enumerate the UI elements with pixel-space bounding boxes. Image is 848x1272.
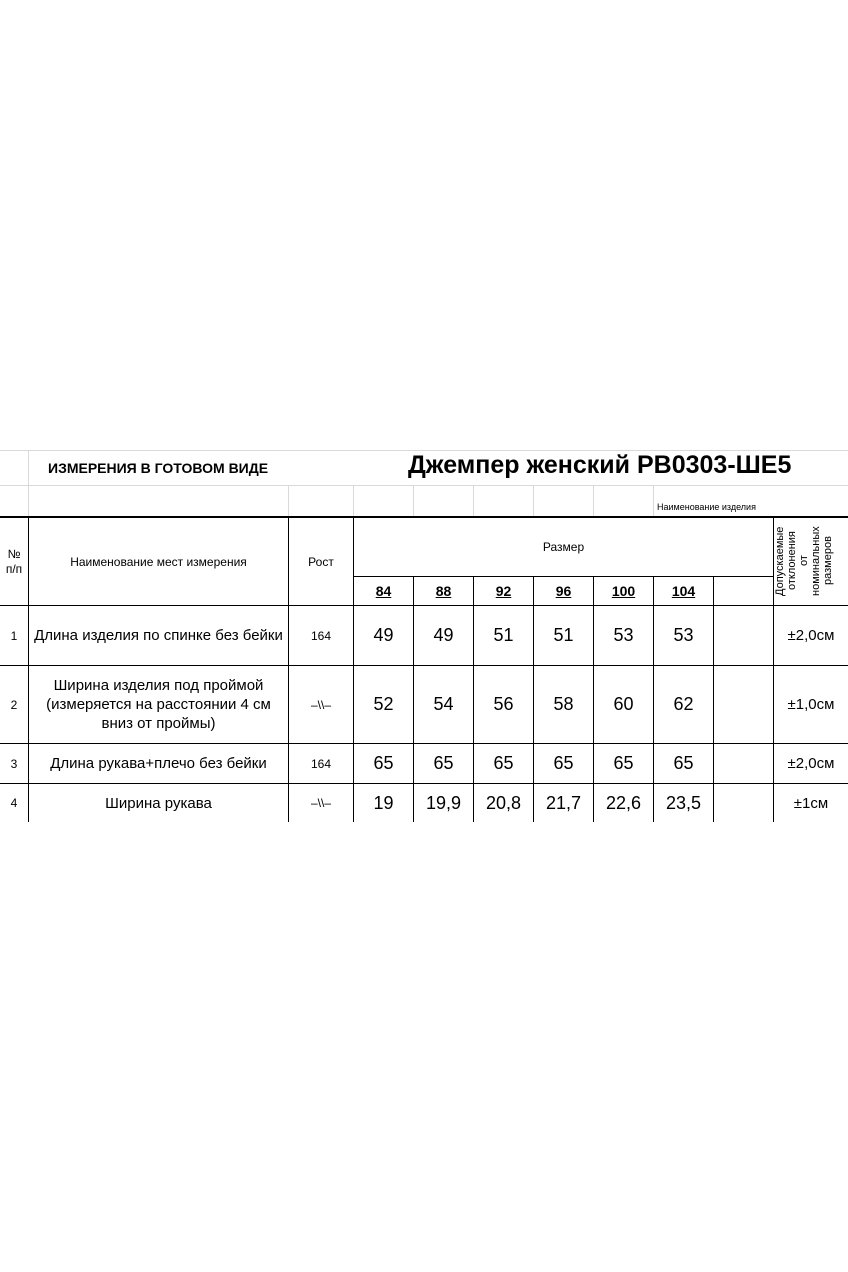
tolerance-header-line: отклонения (786, 531, 798, 591)
row-value: 21,7 (545, 792, 582, 813)
row-place (29, 666, 288, 743)
size-label: 92 (495, 583, 512, 599)
row-value: 65 (673, 753, 694, 773)
size-label: 88 (435, 583, 452, 599)
size-label: 96 (555, 583, 572, 599)
row-height: 164 (310, 628, 332, 643)
row-value: 56 (493, 694, 514, 714)
col-header-number-line2: п/п (5, 561, 23, 576)
row-place-line: Ширина изделия под проймой (53, 677, 264, 694)
tolerance-header-line: от (798, 555, 810, 567)
grid-line (533, 485, 534, 516)
grid-line (0, 485, 848, 486)
row-height: –\\– (310, 697, 331, 712)
grid-line (473, 485, 474, 516)
row-height: 164 (310, 756, 332, 771)
row-place: Длина рукава+плечо без бейки (50, 755, 267, 772)
left-title: ИЗМЕРЕНИЯ В ГОТОВОМ ВИДЕ (48, 460, 269, 476)
row-height: –\\– (310, 796, 331, 810)
row-value: 20,8 (485, 792, 522, 813)
row-value: 65 (553, 753, 574, 773)
grid-line (653, 485, 654, 516)
row-tolerance: ±1,0см (787, 696, 835, 713)
row-value: 49 (373, 625, 394, 645)
row-value: 60 (613, 694, 634, 714)
row-value: 65 (433, 753, 454, 773)
grid-line (28, 450, 29, 516)
row-value: 65 (373, 753, 394, 773)
tolerance-header-line: номинальных (810, 526, 822, 596)
row-tolerance: ±2,0см (787, 755, 835, 772)
grid-line (288, 485, 289, 516)
row-value: 22,6 (605, 792, 642, 813)
row-number: 2 (10, 697, 18, 712)
row-value: 58 (553, 694, 574, 714)
row-value: 65 (493, 753, 514, 773)
row-place: Ширина рукава (105, 794, 212, 812)
row-value: 62 (673, 694, 694, 714)
row-number: 4 (10, 796, 18, 810)
row-value: 65 (613, 753, 634, 773)
col-header-place: Наименование мест измерения (70, 554, 247, 569)
row-value: 49 (433, 625, 454, 645)
col-header-number-line1: № (7, 546, 21, 561)
row-tolerance: ±1см (793, 794, 829, 812)
row-value: 53 (673, 625, 694, 645)
row-place-line: (измеряется на расстоянии 4 см (46, 696, 271, 713)
col-header-size: Размер (542, 540, 585, 554)
size-label: 84 (375, 583, 392, 599)
row-tolerance: ±2,0см (787, 627, 835, 644)
row-value: 53 (613, 625, 634, 645)
product-title: Джемпер женский РВ0303-ШЕ5 (408, 451, 792, 479)
size-label: 104 (671, 583, 696, 599)
tolerance-header-line: Допускаемые (774, 526, 786, 596)
row-place-line: вниз от проймы) (101, 715, 216, 732)
tolerance-header-line: размеров (822, 536, 834, 586)
row-value: 23,5 (665, 792, 702, 813)
col-header-number (0, 518, 28, 605)
row-value: 54 (433, 694, 454, 714)
row-number: 3 (10, 756, 18, 771)
row-value: 51 (553, 625, 574, 645)
col-line (713, 577, 714, 822)
row-value: 51 (493, 625, 514, 645)
row-value: 19,9 (425, 792, 462, 813)
row-place: Длина изделия по спинке без бейки (34, 627, 283, 644)
grid-line (353, 485, 354, 516)
col-header-height: Рост (308, 554, 334, 569)
grid-line (593, 485, 594, 516)
row-value: 52 (373, 694, 394, 714)
row-number: 1 (10, 628, 18, 643)
product-name-note: Наименование изделия (657, 502, 756, 512)
size-label: 100 (611, 583, 636, 599)
row-value: 19 (373, 792, 394, 813)
col-header-tolerance (774, 518, 848, 604)
grid-line (413, 485, 414, 516)
